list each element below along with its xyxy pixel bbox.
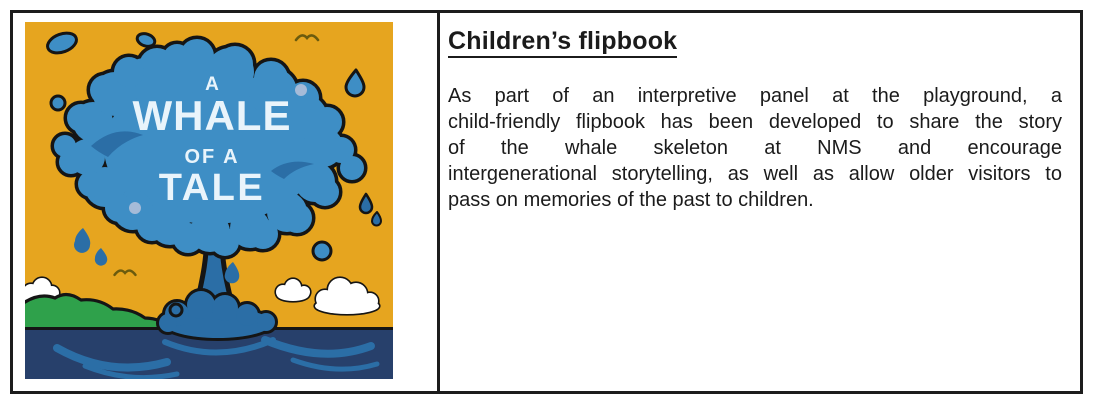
paragraph-line: pass on memories of the past to children.: [448, 189, 814, 211]
section-heading: [448, 27, 1062, 56]
poster-cell: [13, 13, 440, 391]
paragraph-line: child-friendly flipbook has been developed to share the story: [448, 111, 1062, 133]
poster-title-a: A: [205, 74, 219, 95]
paragraph-line: intergenerational storytelling, as well as allow older visitors to: [448, 163, 1062, 185]
poster-title-whale: WHALE: [132, 92, 292, 139]
paragraph-line: As part of an interpretive panel at the playground, a: [448, 85, 1062, 107]
body-paragraph: [448, 83, 1062, 213]
content-cell: [440, 13, 1080, 391]
section-heading-text: Children’s flipbook: [448, 27, 677, 58]
paragraph-line: of the whale skeleton at NMS and encourage: [448, 137, 1062, 159]
poster-title-of-a: OF A: [184, 146, 240, 168]
poster-title-tale: TALE: [158, 167, 266, 209]
whale-poster-illustration: [25, 22, 393, 379]
document-table: [10, 10, 1083, 394]
